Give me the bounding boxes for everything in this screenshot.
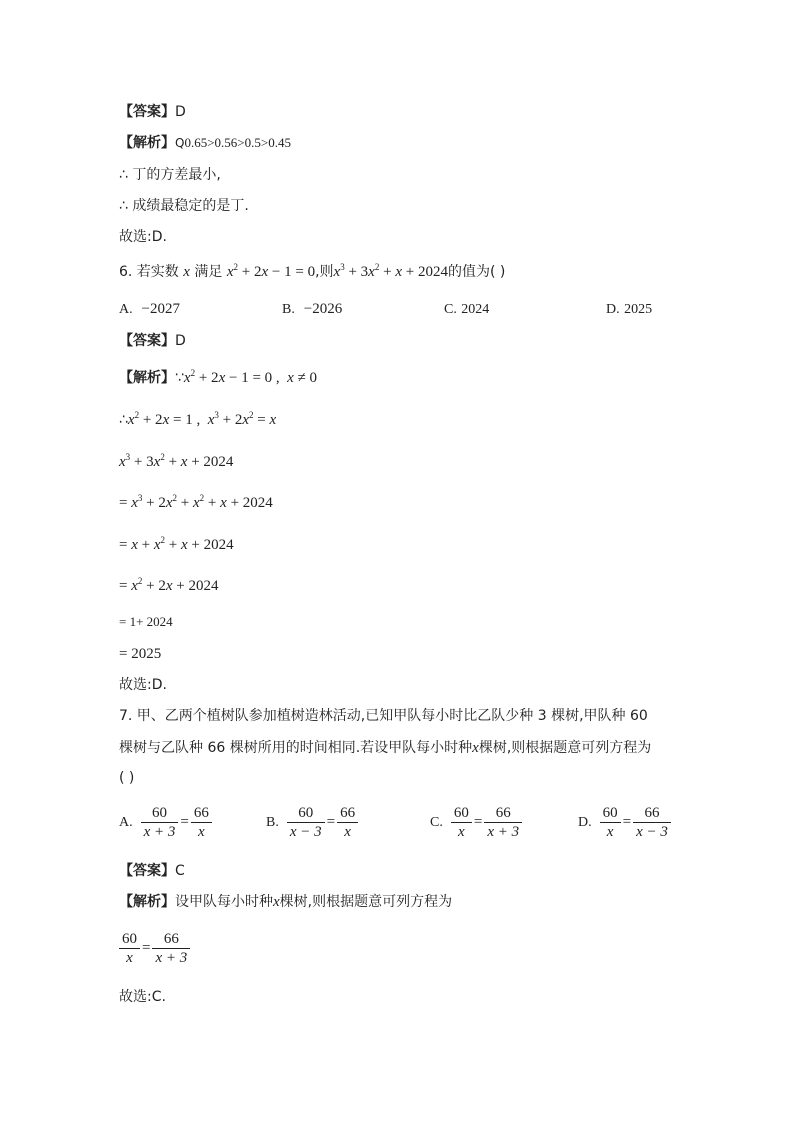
q7-stem-line-1: 7. 甲、乙两个植树队参加植树造林活动,已知甲队每小时比乙队少种 3 棵树,甲队种 60 <box>119 708 648 724</box>
fraction-right: $\frac{66}{x + 3}$ <box>484 804 522 841</box>
q7-option-b: B. $\frac{60}{x - 3}$ = $\frac{66}{x}$ <box>266 804 358 841</box>
q6-given: $x^2 + 2x - 1 = 0$ , x ≠ 0 <box>183 368 318 386</box>
q6-stem-var: x <box>183 264 190 280</box>
q7-option-a: A. $\frac{60}{x + 3}$ = $\frac{66}{x}$ <box>119 804 212 841</box>
q5-conclusion: 故选:D. <box>119 229 167 245</box>
q5-line1: ∴ 丁的方差最小, <box>119 167 221 183</box>
q6-option-c: C. 2024 <box>444 302 490 317</box>
q6-stem-suffix: ,则 <box>315 264 334 280</box>
q5-answer <box>119 103 186 121</box>
q6-work-line-4: = $x^2 + 2x + 2024$ <box>119 576 219 594</box>
analysis-label: 【解析】 <box>119 894 175 910</box>
q6-condition-equation: $x^2 + 2x - 1 = 0$ <box>226 262 316 280</box>
analysis-text: 0.65>0.56>0.5>0.45 <box>184 135 291 150</box>
answer-value: C <box>175 863 185 879</box>
fraction-right: $\frac{66}{x - 3}$ <box>633 804 671 841</box>
q7-analysis: 【解析】设甲队每小时种x棵树,则根据题意可列方程为 <box>119 894 453 910</box>
q5-line2: ∴ 成绩最稳定的是丁. <box>119 198 249 214</box>
q6-stem-mid: 满足 <box>194 264 223 280</box>
q6-stem-prefix: 6. 若实数 <box>119 264 179 280</box>
q6-work-line-3: = $x + x^2 + x + 2024$ <box>119 535 234 553</box>
fraction-right: $\frac{66}{x}$ <box>191 804 212 841</box>
therefore-symbol-icon: ∴ <box>119 412 128 428</box>
q6-option-b: B. −2026 <box>282 301 343 317</box>
q7-option-d: D. $\frac{60}{x}$ = $\frac{66}{x - 3}$ <box>578 804 671 841</box>
q5-analysis <box>119 134 291 152</box>
q6-work-line-2: = $x^3 + 2x^2 + x^2 + x + 2024$ <box>119 493 273 511</box>
fraction-left: $\frac{60}{x + 3}$ <box>141 804 179 841</box>
fraction-right: $\frac{66}{x}$ <box>337 804 358 841</box>
q6-answer <box>119 332 186 350</box>
q6-option-a: A. −2027 <box>119 301 180 317</box>
q7-solution-equation: $\frac{60}{x}$ = $\frac{66}{x + 3}$ <box>119 930 190 967</box>
q7-stem-line-2: 棵树与乙队种 66 棵树所用的时间相同.若设甲队每小时种x棵树,则根据题意可列方程为 <box>119 740 652 756</box>
q6-work-line-6: = 2025 <box>119 646 162 662</box>
q6-work-line-5: = 1+ 2024 <box>119 614 173 629</box>
q6-analysis <box>119 369 317 387</box>
q6-stem-end: 的值为( ) <box>447 264 506 280</box>
q6-target-expression: $x^3 + 3x^2 + x + 2024$ <box>333 262 448 280</box>
answer-value: D <box>175 104 186 120</box>
q7-conclusion: 故选:C. <box>119 989 166 1005</box>
fraction-left: $\frac{60}{x}$ <box>600 804 621 841</box>
q6-work-line-1: $x^3 + 3x^2 + x + 2024$ <box>119 452 234 470</box>
fraction-left: $\frac{60}{x}$ <box>451 804 472 841</box>
analysis-label: 【解析】 <box>119 370 175 386</box>
answer-label: 【答案】 <box>119 863 175 879</box>
because-symbol-icon: ∵ <box>175 370 184 386</box>
answer-label: 【答案】 <box>119 333 175 349</box>
q7-stem-line-3: ( ) <box>119 770 135 786</box>
q6-stem <box>119 263 505 281</box>
fraction-right: $\frac{66}{x + 3}$ <box>152 930 190 967</box>
q6-deduction: $\therefore x^2 + 2x = 1$ , $x^3 + 2x^2 = x$ <box>119 410 277 428</box>
fraction-left: $\frac{60}{x}$ <box>119 930 140 967</box>
q6-conclusion: 故选:D. <box>119 677 167 693</box>
q7-answer <box>119 862 185 880</box>
fraction-left: $\frac{60}{x - 3}$ <box>287 804 325 841</box>
q6-option-d: D. 2025 <box>606 302 653 317</box>
analysis-label: 【解析】 <box>119 135 175 151</box>
answer-label: 【答案】 <box>119 104 175 120</box>
answer-value: D <box>175 333 186 349</box>
because-symbol-icon: Q <box>175 136 185 150</box>
q7-option-c: C. $\frac{60}{x}$ = $\frac{66}{x + 3}$ <box>430 804 522 841</box>
